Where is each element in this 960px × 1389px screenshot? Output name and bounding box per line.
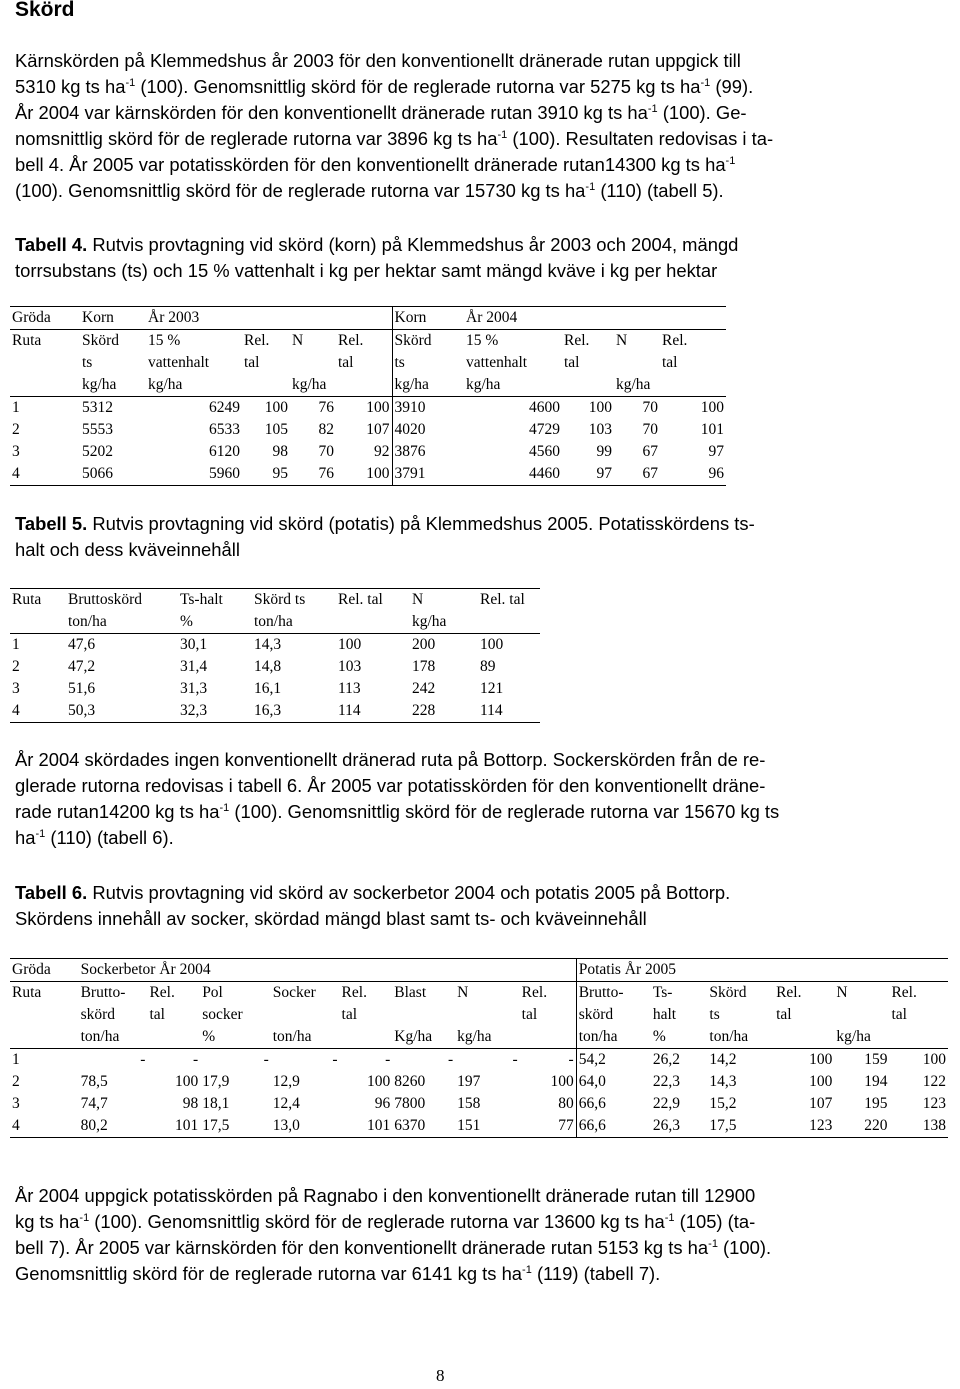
paragraph-ragnabo-yield: År 2004 uppgick potatisskörden på Ragnabo i den konventionellt dränerade rutan till 12900 kg ts $ha^{-1}$ (100). Genomsnittlig skörd för de reglerade rutorna var 13600 kg ts $ha^{-1}$ (105) (ta- bell 7). År 2005 var kärnskörden för den konventionellt dränerade rutan 5153 kg ts $ha^{-1}$ (100). Genomsnittlig skörd för de reglerade rutorna var 6141 kg ts $ha^{-1}$ (119) (tabell 7). (15, 1185, 772, 1284)
table-cell: 70 (318, 443, 334, 460)
paragraph-bottorp-yield: År 2004 skördades ingen konventionellt dränerad ruta på Bottorp. Sockerskörden från de re- glerade rutorna redovisas i tabell 6. År 2005 var potatisskörden för den konventionellt dräne- rade rutan14200 kg ts $ha^{-1}$ (100). Genomsnittlig skörd för de reglerade rutorna var 15670 kg ts $ha^{-1}$ (110) (tabell 6). (15, 749, 780, 848)
table-cell: 64,0 (576, 1071, 651, 1093)
table-cell: 18,1 (202, 1095, 230, 1112)
table-cell: 6533 (209, 421, 240, 438)
table-header-cell: ts (709, 1006, 720, 1023)
table-cell: 96 (660, 463, 726, 486)
table-header-cell: ton/ha (576, 1026, 651, 1049)
table-header-cell: tal (521, 1006, 538, 1023)
table-cell: 242 (412, 680, 436, 697)
table-cell: 67 (614, 463, 660, 486)
table-cell: 22,9 (652, 1095, 680, 1112)
table-cell: 100 (174, 1073, 199, 1090)
table-header-row (10, 374, 726, 397)
section-heading: Skörd (15, 0, 75, 21)
table-header-cell: vattenhalt (148, 354, 210, 371)
table-header-cell: Rel. (336, 330, 392, 353)
table-header-cell (10, 1004, 79, 1026)
table-cell: 100 (366, 399, 390, 416)
table-cell: 14,3 (254, 636, 282, 653)
table-cell: 31,3 (180, 680, 208, 697)
table-cell: 98 (182, 1095, 199, 1112)
table-cell: 3 (12, 1095, 20, 1112)
table-cell: - (340, 1049, 393, 1072)
table-cell: 100 (809, 1073, 833, 1090)
table4-caption: Tabell 4. Rutvis provtagning vid skörd (korn) på Klemmedshus år 2003 och 2004, mängd torrsubstans (ts) och 15 % vattenhalt i kg per hektar samt mängd kväve i kg per hektar (15, 234, 739, 281)
table-cell: 3876 (392, 441, 464, 463)
table-header-cell: Rel. (660, 330, 726, 353)
table-cell: - (392, 1049, 455, 1072)
table-cell: 99 (596, 443, 612, 460)
table-header-cell (271, 1004, 340, 1026)
table-cell: 31,4 (180, 658, 208, 675)
table-row (10, 656, 540, 678)
table-header-cell: Rel. (889, 982, 948, 1005)
table-header-cell: Ts-halt (178, 589, 252, 612)
table-cell: 5553 (82, 421, 113, 438)
table-header-cell (392, 1004, 455, 1026)
table-cell: 17,5 (707, 1115, 774, 1138)
table-cell: 100 (700, 399, 724, 416)
table-header-cell: ton/ha (707, 1026, 774, 1049)
paragraph-line: nomsnittlig skörd för de reglerade rutorna var 3896 kg ts $ha^{-1}$ (100). Resultaten redovisas i ta- (15, 128, 774, 149)
table-cell: 97 (562, 463, 614, 486)
table-header-cell: Korn (80, 307, 146, 330)
table-group-row (10, 959, 948, 982)
table-cell: 138 (889, 1115, 948, 1138)
table-header-cell: kg/ha (834, 1026, 889, 1049)
table-header-cell: ts (82, 354, 93, 371)
table-header-cell: ts (392, 352, 464, 374)
table-cell: 80,2 (79, 1115, 148, 1138)
table-cell: 178 (412, 658, 436, 675)
table-cell: 100 (550, 1073, 574, 1090)
table-cell: 100 (588, 399, 612, 416)
paragraph-line: Kärnskörden på Klemmedshus år 2003 för den konventionellt dränerade rutan uppgick till (15, 50, 741, 71)
table-header-cell: tal (341, 1006, 358, 1023)
table-row (10, 1115, 948, 1138)
table-row (10, 419, 726, 441)
table-header-cell: tal (244, 354, 260, 371)
table-header-cell: ton/ha (79, 1026, 148, 1049)
table-cell: 158 (457, 1095, 481, 1112)
table-header-cell: År 2003 (146, 307, 392, 330)
table-header-cell: kg/ha (290, 374, 336, 397)
table-header-cell: Korn (392, 307, 464, 330)
table-cell: 5066 (80, 463, 146, 486)
table-header-cell: Pol (200, 982, 271, 1005)
table-header-cell: tal (662, 354, 678, 371)
table-cell: - (147, 1049, 200, 1072)
table-cell: 100 (480, 636, 504, 653)
table-cell: 16,1 (254, 680, 282, 697)
table-cell: 194 (864, 1073, 888, 1090)
table-cell: 107 (809, 1095, 833, 1112)
table-header-cell (290, 352, 336, 374)
table-row (10, 441, 726, 463)
table-cell: 95 (242, 463, 290, 486)
table-header-cell: kg/ha (146, 374, 242, 397)
table-cell: - (200, 1049, 271, 1072)
table-cell: 4600 (529, 399, 560, 416)
table-header-cell: Brutto- (576, 982, 651, 1005)
table-header-cell (10, 352, 80, 374)
table-cell: 4 (10, 463, 80, 486)
table-cell: 66,6 (576, 1093, 651, 1115)
table-header-cell: Brutto- (79, 982, 148, 1005)
table-cell: 5960 (146, 463, 242, 486)
table-cell: 5312 (82, 399, 113, 416)
table-header-cell: skörd (80, 1006, 116, 1023)
table-header-cell (10, 611, 66, 634)
table-header-row (10, 982, 948, 1005)
table-header-cell: Rel. (147, 982, 200, 1005)
table-cell: 17,5 (200, 1115, 271, 1138)
table-cell: 101 (340, 1115, 393, 1138)
table-cell: 76 (290, 463, 336, 486)
table-cell: 51,6 (68, 680, 96, 697)
table-header-cell: tal (338, 354, 354, 371)
table-header-cell: Rel. (340, 982, 393, 1005)
table-cell: 32,3 (178, 700, 252, 723)
table-header-cell: 15 % (464, 330, 562, 353)
table-header-cell: Potatis År 2005 (576, 959, 948, 982)
table-cell: 159 (834, 1049, 889, 1072)
table-header-cell: kg/ha (80, 374, 146, 397)
table-cell: 101 (147, 1115, 200, 1138)
table-header-cell: vattenhalt (466, 354, 528, 371)
table-cell: 1 (12, 636, 20, 653)
table-header-cell: kg/ha (410, 611, 478, 634)
table6-caption: Tabell 6. Rutvis provtagning vid skörd av sockerbetor 2004 och potatis 2005 på Bottorp. Skördens innehåll av socker, skördad mängd blast samt ts- och kväveinnehåll (15, 882, 731, 929)
table-header-cell: Rel. (562, 330, 614, 353)
table-cell: 4 (10, 700, 66, 723)
table-header-cell: N (455, 982, 520, 1005)
table-cell: 3910 (392, 397, 464, 420)
table-cell: 113 (338, 680, 361, 697)
table-cell: 200 (412, 636, 436, 653)
table-header-cell: halt (652, 1006, 677, 1023)
table-header-cell: tal (149, 1006, 165, 1023)
table-cell: 6249 (209, 399, 240, 416)
table-cell: 5202 (82, 443, 113, 460)
table5 (10, 588, 540, 723)
table-cell: 16,3 (252, 700, 336, 723)
table-header-row (10, 1004, 948, 1026)
table-cell: 8260 (394, 1073, 426, 1090)
paragraph-klemmedshus-yield (15, 48, 773, 204)
table-header-cell: Bruttoskörd (66, 589, 178, 612)
table-cell: 7800 (394, 1095, 426, 1112)
table-header-cell (660, 374, 726, 397)
table-cell: 123 (922, 1095, 946, 1112)
table-cell: 100 (367, 1073, 391, 1090)
table-row (10, 1071, 948, 1093)
table-header-cell (340, 1026, 393, 1049)
table-cell: - (455, 1049, 520, 1072)
page-number: 8 (436, 1366, 445, 1385)
table-cell: 100 (889, 1049, 948, 1072)
table-header-cell (774, 1026, 834, 1049)
table-cell: 220 (834, 1115, 889, 1138)
table-header-cell: Skörd (392, 330, 464, 353)
table-header-row (10, 589, 540, 612)
table-cell: 98 (272, 443, 288, 460)
table-cell: 12,4 (272, 1095, 300, 1112)
table-header-cell (455, 1004, 520, 1026)
table-header-cell: Rel. tal (336, 589, 410, 612)
table-header-cell: Ruta (10, 330, 80, 353)
paragraph-line: År 2004 var kärnskörden för den konventionellt dränerade rutan 3910 kg ts $ha^{-1}$ (100). Ge- (15, 102, 747, 123)
table-header-cell: kg/ha (455, 1026, 520, 1049)
table-header-cell (336, 374, 392, 397)
table-cell: 47,6 (68, 636, 96, 653)
table-header-cell: N (834, 982, 889, 1005)
table-cell: 22,3 (652, 1073, 680, 1090)
paragraph-line: (100). Genomsnittlig skörd för de reglerade rutorna var 15730 kg ts $ha^{-1}$ (110) (tabell 5). (15, 180, 724, 201)
table-header-cell: N (290, 330, 336, 353)
table-cell: 101 (700, 421, 724, 438)
table-header-cell: Rel. (774, 982, 834, 1005)
table-cell: 66,6 (576, 1115, 651, 1138)
table-cell: 92 (374, 443, 390, 460)
table-header-row (10, 330, 726, 353)
table-header-cell: skörd (576, 1004, 651, 1026)
table-row (10, 700, 540, 723)
table-header-cell: kg/ha (392, 374, 464, 397)
table-row (10, 397, 726, 420)
table-cell: 3 (12, 443, 20, 460)
table-row (10, 463, 726, 486)
table-header-cell: Socker (271, 982, 340, 1005)
table-cell: 114 (336, 700, 410, 723)
table-cell: 122 (922, 1073, 946, 1090)
table-header-cell (10, 374, 80, 397)
table-header-cell: Blast (392, 982, 455, 1005)
table4 (10, 306, 726, 486)
table-header-cell: Ruta (10, 589, 66, 612)
table-cell: 4 (10, 1115, 79, 1138)
table-header-cell: Skörd (707, 982, 774, 1005)
table-cell: 70 (642, 399, 658, 416)
table-cell: 100 (336, 463, 392, 486)
table-header-cell: socker (202, 1006, 243, 1023)
table-header-cell (562, 374, 614, 397)
paragraph-line: 5310 kg ts $ha^{-1}$ (100). Genomsnittlig skörd för de reglerade rutorna var 5275 kg ts $ha^{-1}$ (99). (15, 76, 754, 97)
table-header-row (10, 611, 540, 634)
table-cell: 26,2 (651, 1049, 708, 1072)
table-header-cell (520, 1026, 577, 1049)
table-cell: 4560 (529, 443, 560, 460)
table-header-cell: Ts- (651, 982, 708, 1005)
table-cell: - (271, 1049, 340, 1072)
table-cell: 12,9 (272, 1073, 300, 1090)
table-cell: 80 (558, 1095, 574, 1112)
table-cell: 228 (410, 700, 478, 723)
table-cell: 195 (864, 1095, 888, 1112)
table-header-cell: % (200, 1026, 271, 1049)
table-header-cell: Skörd ts (252, 589, 336, 612)
table-header-cell (147, 1026, 200, 1049)
table-header-cell: tal (564, 354, 580, 371)
table-header-cell: Skörd (80, 330, 146, 353)
table-row (10, 1049, 948, 1072)
table-cell: 76 (318, 399, 334, 416)
table-cell: 67 (642, 443, 658, 460)
table-cell: 82 (318, 421, 334, 438)
table-header-cell: ton/ha (271, 1026, 340, 1049)
table-cell: 26,3 (651, 1115, 708, 1138)
table-header-cell: kg/ha (614, 374, 660, 397)
table-header-cell (834, 1004, 889, 1026)
table-cell: 6120 (209, 443, 240, 460)
table-cell: 103 (338, 658, 362, 675)
paragraph-line: bell 4. År 2005 var potatisskörden för den konventionellt dränerade rutan14300 kg ts $ha^{-1}$ (15, 154, 736, 175)
table-header-cell (478, 611, 540, 634)
table-cell: - (520, 1049, 577, 1072)
table-header-cell: tal (776, 1006, 792, 1023)
table-cell: 100 (264, 399, 288, 416)
table6 (10, 958, 948, 1138)
table-cell: 1 (10, 1049, 79, 1072)
table-header-cell (10, 1026, 79, 1049)
table-header-cell: ton/ha (252, 611, 336, 634)
table-group-row (10, 307, 726, 330)
table-cell: 89 (480, 658, 496, 675)
table-header-row (10, 1026, 948, 1049)
table-cell: 103 (588, 421, 612, 438)
table-cell: 17,9 (202, 1073, 230, 1090)
table-header-cell (614, 352, 660, 374)
table-header-cell (242, 374, 290, 397)
table-row (10, 678, 540, 700)
table-header-cell: Sockerbetor År 2004 (79, 959, 577, 982)
table-header-cell: tal (891, 1006, 907, 1023)
table-header-cell: Gröda (10, 307, 80, 330)
table-cell: 30,1 (180, 636, 208, 653)
table-header-cell: N (614, 330, 660, 353)
table-cell: 14,8 (254, 658, 282, 675)
table-cell: 3 (12, 680, 20, 697)
table-header-cell: % (178, 611, 252, 634)
table-cell: 123 (774, 1115, 834, 1138)
table-cell: 6370 (392, 1115, 455, 1138)
table-cell: 78,5 (80, 1073, 108, 1090)
table-cell: 2 (12, 1073, 20, 1090)
table-cell: 97 (708, 443, 724, 460)
table-cell: 105 (264, 421, 288, 438)
table-header-cell: Kg/ha (392, 1026, 455, 1049)
table-cell: 197 (457, 1073, 481, 1090)
table-cell: 14,2 (707, 1049, 774, 1072)
table-header-cell: Rel. (242, 330, 290, 353)
table-cell: 13,0 (271, 1115, 340, 1138)
table-cell: 96 (374, 1095, 391, 1112)
table-cell: 100 (338, 636, 362, 653)
table-header-cell (336, 611, 410, 634)
table-header-cell: ton/ha (66, 611, 178, 634)
table-row (10, 634, 540, 657)
table-cell: 121 (480, 680, 504, 697)
table-header-cell (889, 1026, 948, 1049)
table-cell: 4729 (529, 421, 560, 438)
table-cell: 15,2 (709, 1095, 737, 1112)
table-header-cell: 15 % (146, 330, 242, 353)
table-cell: 2 (12, 658, 20, 675)
table-cell: 1 (12, 399, 20, 416)
table-cell: 50,3 (66, 700, 178, 723)
table-cell: 107 (366, 421, 390, 438)
table-header-cell: Rel. tal (478, 589, 540, 612)
table-cell: 70 (642, 421, 658, 438)
table-cell: 114 (478, 700, 540, 723)
table-cell: 47,2 (68, 658, 96, 675)
table-row (10, 1093, 948, 1115)
table-header-cell: Gröda (10, 959, 79, 982)
table-header-cell: kg/ha (464, 374, 562, 397)
table-cell: 100 (774, 1049, 834, 1072)
table-cell: 77 (520, 1115, 577, 1138)
table-cell: 54,2 (576, 1049, 651, 1072)
table-header-cell: % (651, 1026, 708, 1049)
table-header-cell: Ruta (10, 982, 79, 1005)
table-cell: 74,7 (80, 1095, 108, 1112)
table-cell: 4460 (464, 463, 562, 486)
table-cell: 151 (455, 1115, 520, 1138)
table-cell: - (79, 1049, 148, 1072)
table-header-row (10, 352, 726, 374)
table-cell: 2 (12, 421, 20, 438)
table-cell: 14,3 (709, 1073, 737, 1090)
table-header-cell: År 2004 (464, 307, 726, 330)
table-header-cell: N (410, 589, 478, 612)
table5-caption: Tabell 5. Rutvis provtagning vid skörd (potatis) på Klemmedshus 2005. Potatisskördens ts- halt och dess kväveinnehåll (15, 513, 755, 560)
table-header-cell: Rel. (520, 982, 577, 1005)
table-cell: 3791 (392, 463, 464, 486)
table-cell: 4020 (392, 419, 464, 441)
